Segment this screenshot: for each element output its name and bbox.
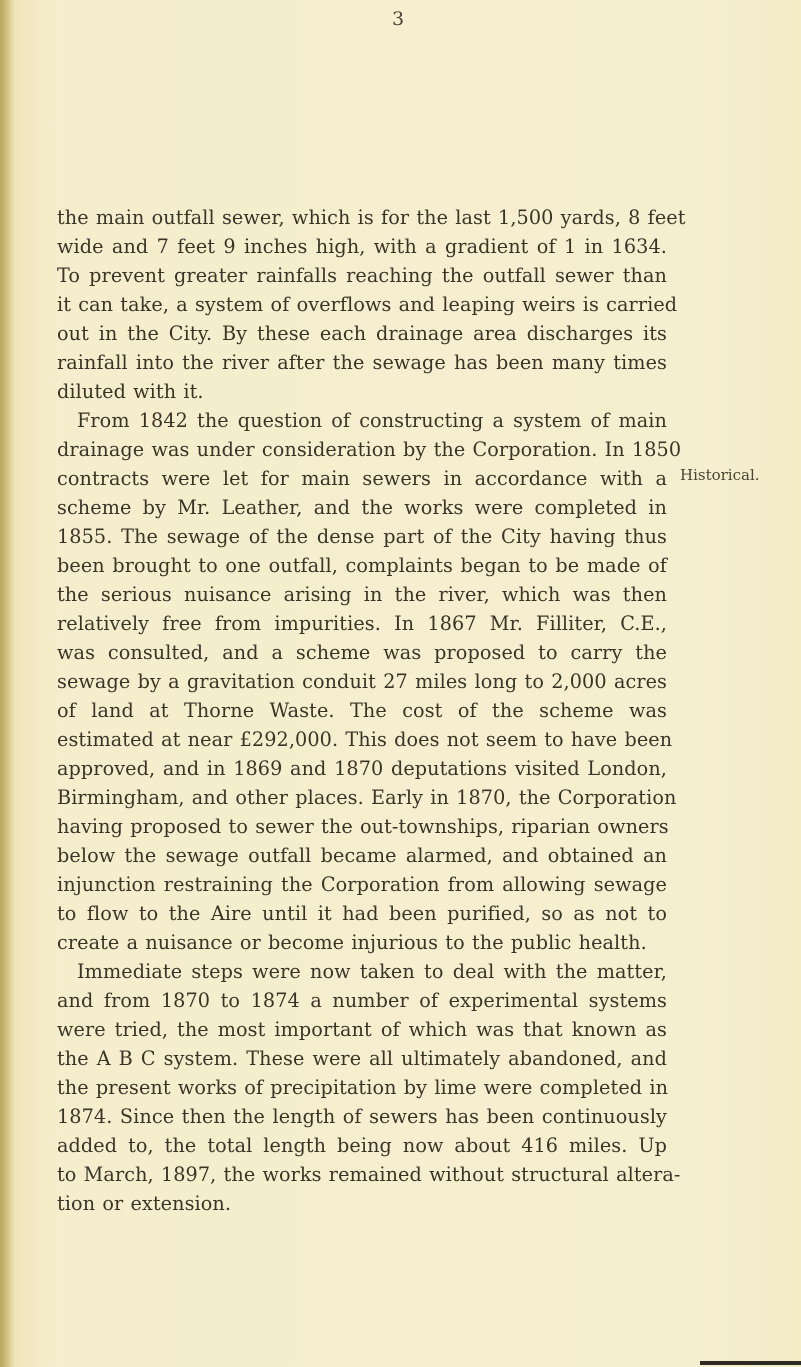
text-line: added to, the total length being now about 416 miles. Up (57, 1134, 667, 1157)
text-line: and from 1870 to 1874 a number of experimental systems (57, 989, 667, 1012)
text-line: create a nuisance or become injurious to the public health. (57, 931, 647, 954)
text-line: below the sewage outfall became alarmed, and obtained an (57, 844, 667, 867)
text-line: the serious nuisance arising in the river, which was then (57, 583, 667, 606)
text-line: To prevent greater rainfalls reaching the outfall sewer than (57, 264, 667, 287)
text-line: approved, and in 1869 and 1870 deputations visited London, (57, 757, 667, 780)
text-line: it can take, a system of overflows and leaping weirs is carried (57, 293, 678, 316)
text-line: injunction restraining the Corporation from allowing sewage (57, 873, 667, 896)
text-line: of land at Thorne Waste. The cost of the scheme was (57, 699, 667, 722)
page-number: 3 (392, 8, 405, 30)
text-line: From 1842 the question of constructing a system of main (77, 409, 667, 432)
text-line: drainage was under consideration by the Corporation. In 1850 (57, 438, 682, 461)
text-line: 1855. The sewage of the dense part of the City having thus (57, 525, 667, 548)
text-line: wide and 7 feet 9 inches high, with a gradient of 1 in 1634. (57, 235, 667, 258)
text-line: were tried, the most important of which was that known as (57, 1018, 667, 1041)
text-line: tion or extension. (57, 1192, 232, 1215)
text-line: been brought to one outfall, complaints began to be made of (57, 554, 667, 577)
text-line: was consulted, and a scheme was proposed to carry the (57, 641, 667, 664)
text-line: to flow to the Aire until it had been purified, so as not to (57, 902, 667, 925)
text-line: Birmingham, and other places. Early in 1870, the Corporation (57, 786, 677, 809)
text-line: diluted with it. (57, 380, 204, 403)
text-line: the main outfall sewer, which is for the last 1,500 yards, 8 feet (57, 206, 686, 229)
text-line: scheme by Mr. Leather, and the works were completed in (57, 496, 667, 519)
text-line: the present works of precipitation by lime were completed in (57, 1076, 669, 1099)
text-line: to March, 1897, the works remained without structural altera- (57, 1163, 681, 1186)
text-line: relatively free from impurities. In 1867 Mr. Filliter, C.E., (57, 612, 667, 635)
text-line: out in the City. By these each drainage area discharges its (57, 322, 667, 345)
text-line: the A B C system. These were all ultimately abandoned, and (57, 1047, 667, 1070)
margin-note-historical: Historical. (680, 466, 760, 484)
text-line: sewage by a gravitation conduit 27 miles long to 2,000 acres (57, 670, 667, 693)
bottom-rule (700, 1361, 801, 1365)
text-line: contracts were let for main sewers in accordance with a (57, 467, 667, 490)
body-text (57, 203, 686, 1218)
text-line: estimated at near £292,000. This does not seem to have been (57, 728, 673, 751)
text-line: 1874. Since then the length of sewers has been continuously (57, 1105, 667, 1128)
text-line: having proposed to sewer the out-townships, riparian owners (57, 815, 669, 838)
text-line: Immediate steps were now taken to deal with the matter, (77, 960, 667, 983)
text-line: rainfall into the river after the sewage has been many times (57, 351, 667, 374)
binding-shadow (0, 0, 14, 1367)
